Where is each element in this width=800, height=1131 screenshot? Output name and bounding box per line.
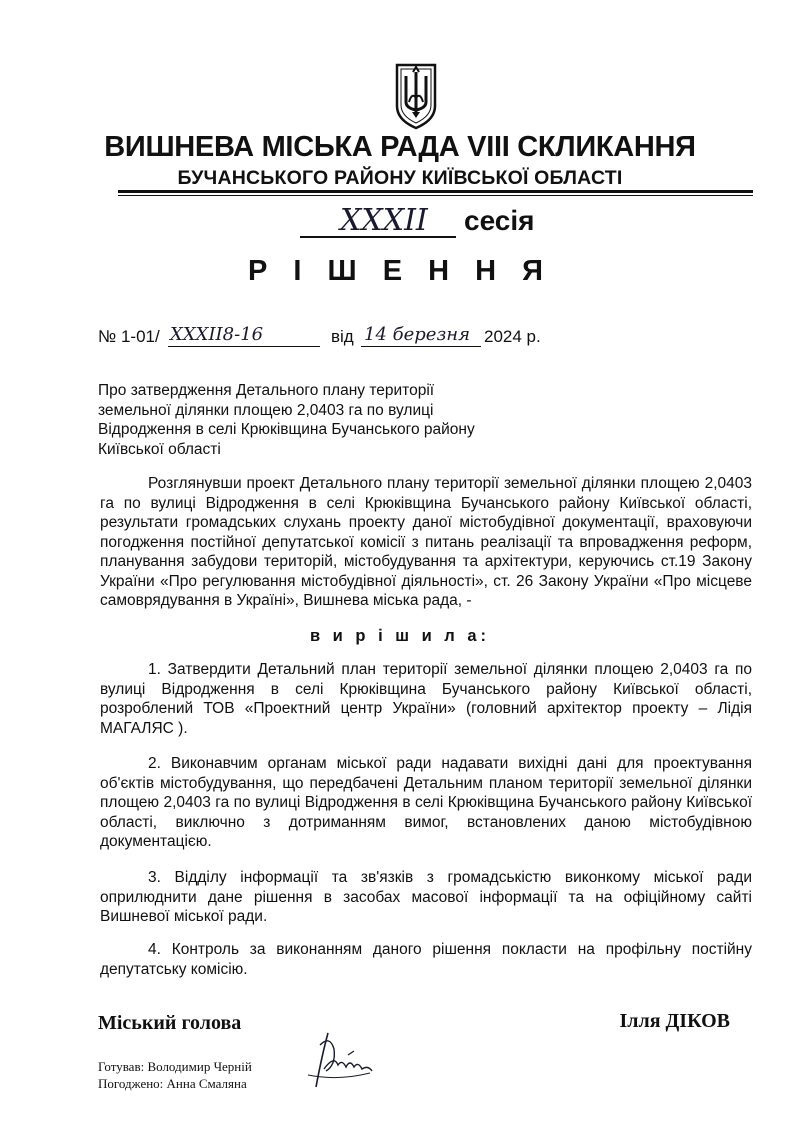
decision-item-1: 1. Затвердити Детальний план території земельної ділянки площею 2,0403 га по вулиці Відродження в селі Крюківщина Бучанського району Київської області, розроблений ТОВ «Проектний центр України» (головний архітектор проекту – Лідія МАГАЛЯС ).: [100, 661, 752, 737]
handwritten-signature: [298, 1025, 378, 1097]
doc-number-handwritten: XXXII8-16: [170, 324, 264, 345]
prepared-by: Готував: Володимир Черній: [98, 1059, 252, 1074]
decision-subject: [98, 381, 518, 459]
prepared-agreed-block: [98, 1058, 252, 1092]
document-number-line: [98, 323, 658, 353]
decision-item-2: 2. Виконавчим органам міської ради надавати вихідні дані для проектування об'єктів містобудування, що передбачені Детальним планом території земельної ділянки площею 2,0403 га по вулиці Відродження в селі Крюківщина Бучанського району Київської області, виключно з дотриманням вимог, встановлених даною містобудівною документацією.: [100, 755, 752, 850]
mayor-name: Ілля ДІКОВ: [619, 1010, 730, 1032]
preamble-paragraph: Розглянувши проект Детального плану території земельної ділянки площею 2,0403 га по вулиці Відродження в селі Крюківщина Бучанського району Київської області, результати громадських слухань проекту даної містобудівної документації, враховуючи погодження постійної депутатської комісії з питань реалізації та впровадження реформ, планування забудови територій, містобудування та архітектури, керуючись ст.19 Закону України «Про регулювання містобудівної діяльності», ст. 26 Закону України «Про місцеве самоврядування в Україні», Вишнева міська рада, -: [100, 475, 752, 609]
subject-line: Відродження в селі Крюківщина Бучанського району: [98, 421, 475, 438]
doc-date-label: від: [331, 327, 354, 346]
subject-line: Київської області: [98, 440, 221, 458]
subject-line: Про затвердження Детального плану території: [98, 382, 435, 399]
decision-title: Р І Ш Е Н Н Я: [248, 255, 552, 287]
session-label: сесія: [464, 205, 535, 236]
trident-coat-of-arms-icon: [394, 62, 438, 130]
header-divider-thick: [118, 190, 753, 193]
decision-item-3: 3. Відділу інформації та зв'язків з громадськістю виконкому міської ради оприлюднити дане рішення в засобах масової інформації та на офіційному сайті Вишневої міської ради.: [100, 869, 752, 925]
session-line: [300, 205, 600, 241]
decision-item-4: 4. Контроль за виконанням даного рішення покласти на профільну постійну депутатську комісію.: [100, 941, 752, 978]
council-title: ВИШНЕВА МІСЬКА РАДА VIII СКЛИКАННЯ: [104, 131, 696, 163]
doc-date-underline: [361, 346, 481, 347]
session-number-handwritten: XXXII: [340, 203, 428, 238]
mayor-position: Міський голова: [98, 1012, 242, 1034]
header-divider-thin: [118, 195, 753, 196]
resolved-heading: в и р і ш и л а:: [309, 627, 491, 645]
doc-year: 2024 р.: [484, 327, 541, 346]
doc-number-prefix: № 1-01/: [98, 327, 160, 346]
doc-number-underline: [168, 346, 320, 347]
council-subtitle: БУЧАНСЬКОГО РАЙОНУ КИЇВСЬКОЇ ОБЛАСТІ: [177, 167, 623, 189]
doc-date-handwritten: 14 березня: [364, 324, 471, 345]
subject-line: земельної ділянки площею 2,0403 га по вулиці: [98, 401, 434, 419]
agreed-by: Погоджено: Анна Смаляна: [98, 1076, 247, 1091]
